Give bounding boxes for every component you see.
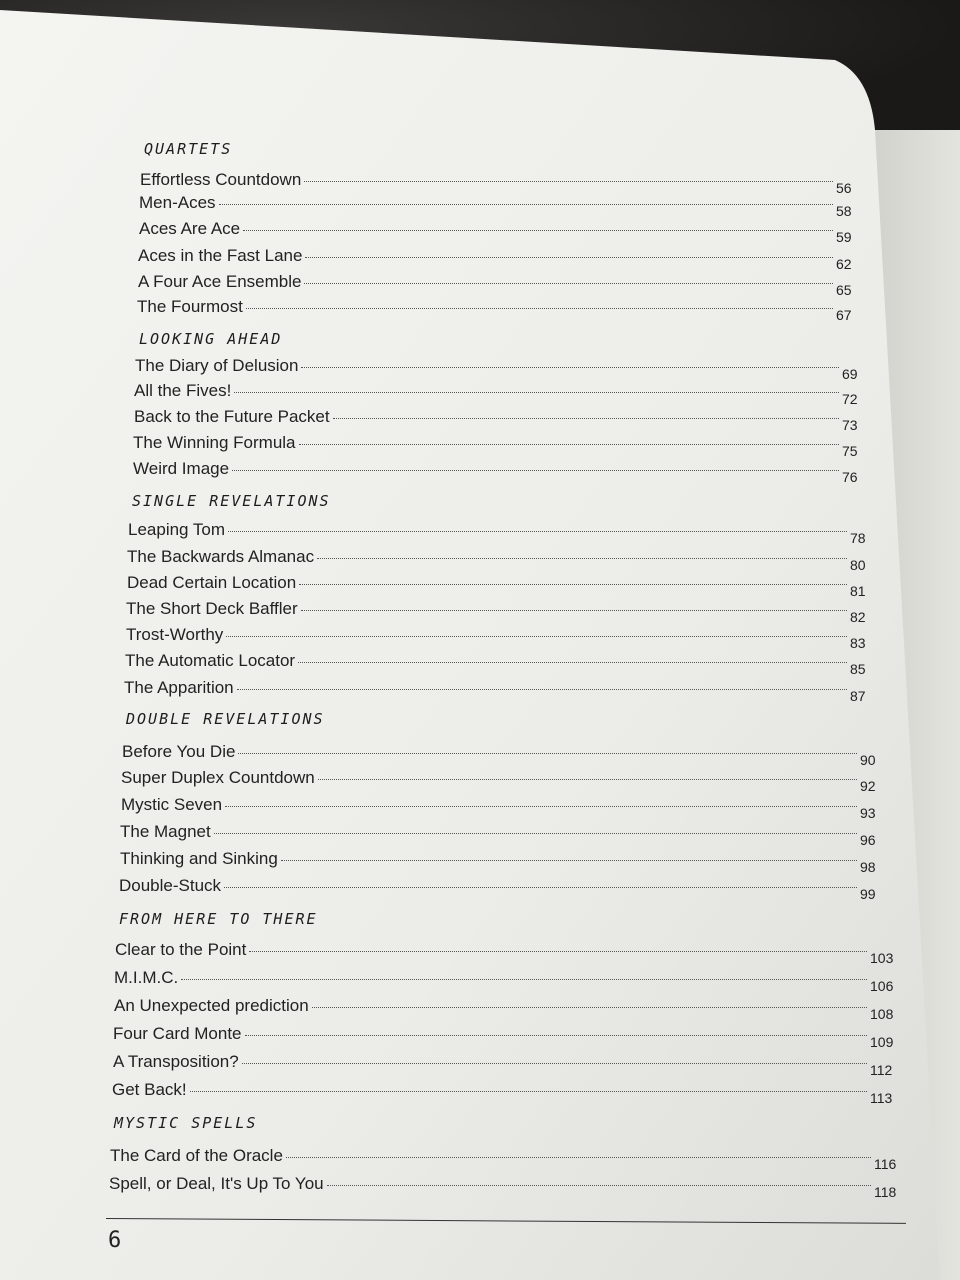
dot-leader [214,833,857,834]
toc-entry [135,356,868,382]
toc-entry [122,742,886,768]
dot-leader [245,1035,868,1036]
entry-page-number: 113 [870,1090,893,1106]
entry-title: A Transposition? [113,1052,239,1071]
section-heading: FROM HERE TO THERE [119,910,318,928]
dot-leader [281,860,857,861]
entry-title: The Magnet [120,822,211,841]
entry-title: Spell, or Deal, It's Up To You [109,1174,324,1193]
entry-page-number: 81 [850,583,866,599]
dot-leader [301,367,839,368]
dot-leader [286,1157,871,1158]
dot-leader [304,181,833,182]
entry-page-number: 80 [850,557,866,573]
entry-page-number: 78 [850,530,866,546]
dot-leader [243,230,833,231]
dot-leader [333,418,839,419]
toc-entry [113,1052,896,1078]
toc-entry [120,822,886,848]
entry-title: Before You Die [122,742,236,761]
toc-entry [114,996,896,1022]
toc-entry [138,246,862,272]
entry-page-number: 92 [860,778,876,794]
entry-page-number: 72 [842,391,858,407]
toc-entry [112,1080,896,1106]
entry-title: The Winning Formula [133,433,296,452]
entry-title: A Four Ace Ensemble [138,272,302,291]
entry-title: An Unexpected prediction [114,996,309,1015]
dot-leader [237,689,847,690]
dot-leader [299,584,847,585]
entry-title: Clear to the Point [115,940,247,959]
section-heading: SINGLE REVELATIONS [132,492,331,510]
entry-title: Dead Certain Location [127,573,297,592]
entry-page-number: 65 [836,282,852,298]
entry-page-number: 85 [850,661,866,677]
toc-entry [113,1024,896,1050]
toc-entry [120,849,886,875]
entry-page-number: 99 [860,886,876,902]
dot-leader [312,1007,867,1008]
entry-title: The Apparition [124,678,234,697]
toc-entry [121,795,886,821]
toc-entry [121,768,886,794]
dot-leader [305,257,833,258]
dot-leader [298,662,847,663]
entry-title: Thinking and Sinking [120,849,278,868]
entry-page-number: 98 [860,859,876,875]
entry-page-number: 62 [836,256,852,272]
entry-page-number: 108 [870,1006,894,1022]
entry-page-number: 118 [874,1184,897,1200]
entry-page-number: 106 [870,978,894,994]
entry-page-number: 76 [842,469,858,485]
entry-page-number: 87 [850,688,866,704]
entry-title: Men-Aces [139,193,216,212]
dot-leader [181,979,867,980]
entry-title: Mystic Seven [121,795,223,814]
entry-title: The Backwards Almanac [127,547,315,566]
entry-title: Weird Image [133,459,230,478]
toc-entry [140,170,862,196]
entry-page-number: 90 [860,752,876,768]
entry-title: Leaping Tom [128,520,226,539]
toc-entry [139,193,862,219]
entry-page-number: 109 [870,1034,894,1050]
dot-leader [246,308,833,309]
toc-entry [126,599,876,625]
toc-entry [134,381,868,407]
dot-leader [238,753,857,754]
toc-entry [134,407,868,433]
dot-leader [228,531,847,532]
toc-entry [126,625,876,651]
entry-title: Aces Are Ace [139,219,241,238]
entry-page-number: 56 [836,180,852,196]
toc-entry [110,1146,900,1172]
entry-title: All the Fives! [134,381,232,400]
toc-entry [127,573,876,599]
dot-leader [327,1185,871,1186]
entry-title: Aces in the Fast Lane [138,246,303,265]
entry-title: Super Duplex Countdown [121,768,315,787]
entry-page-number: 103 [870,950,894,966]
dot-leader [234,392,839,393]
toc-entry [133,459,868,485]
entry-page-number: 93 [860,805,876,821]
entry-title: M.I.M.C. [114,968,179,987]
entry-title: The Diary of Delusion [135,356,299,375]
section-heading: QUARTETS [144,140,233,158]
toc-entry [109,1174,900,1200]
dot-leader [317,558,847,559]
entry-title: Trost-Worthy [126,625,224,644]
toc-entry [124,678,876,704]
section-heading: DOUBLE REVELATIONS [126,710,325,728]
entry-page-number: 67 [836,307,852,323]
dot-leader [242,1063,867,1064]
dot-leader [219,204,833,205]
toc-entry [128,520,876,546]
dot-leader [304,283,833,284]
toc-entry [137,297,862,323]
toc-entry [133,433,868,459]
toc-entry [115,940,896,966]
toc-entry [138,272,862,298]
entry-title: Double-Stuck [119,876,222,895]
entry-page-number: 75 [842,443,858,459]
dot-leader [225,806,857,807]
toc-entry [125,651,876,677]
entry-page-number: 73 [842,417,858,433]
entry-page-number: 59 [836,229,852,245]
entry-page-number: 112 [870,1062,893,1078]
toc-entry [127,547,876,573]
entry-title: Get Back! [112,1080,187,1099]
entry-title: The Fourmost [137,297,243,316]
dot-leader [318,779,857,780]
dot-leader [224,887,857,888]
toc-entry [119,876,886,902]
entry-page-number: 58 [836,203,852,219]
dot-leader [190,1091,867,1092]
entry-title: Back to the Future Packet [134,407,330,426]
entry-page-number: 116 [874,1156,897,1172]
entry-title: The Card of the Oracle [110,1146,283,1165]
toc-entry [139,219,862,245]
entry-title: Effortless Countdown [140,170,302,189]
page-number: 6 [108,1228,122,1253]
entry-title: Four Card Monte [113,1024,242,1043]
entry-page-number: 69 [842,366,858,382]
dot-leader [226,636,847,637]
entry-title: The Short Deck Baffler [126,599,298,618]
entry-page-number: 96 [860,832,876,848]
entry-page-number: 83 [850,635,866,651]
entry-page-number: 82 [850,609,866,625]
dot-leader [249,951,867,952]
toc-entry [114,968,896,994]
dot-leader [232,470,839,471]
dot-leader [299,444,839,445]
section-heading: LOOKING AHEAD [139,330,283,348]
dot-leader [301,610,847,611]
entry-title: The Automatic Locator [125,651,296,670]
section-heading: MYSTIC SPELLS [114,1114,258,1132]
